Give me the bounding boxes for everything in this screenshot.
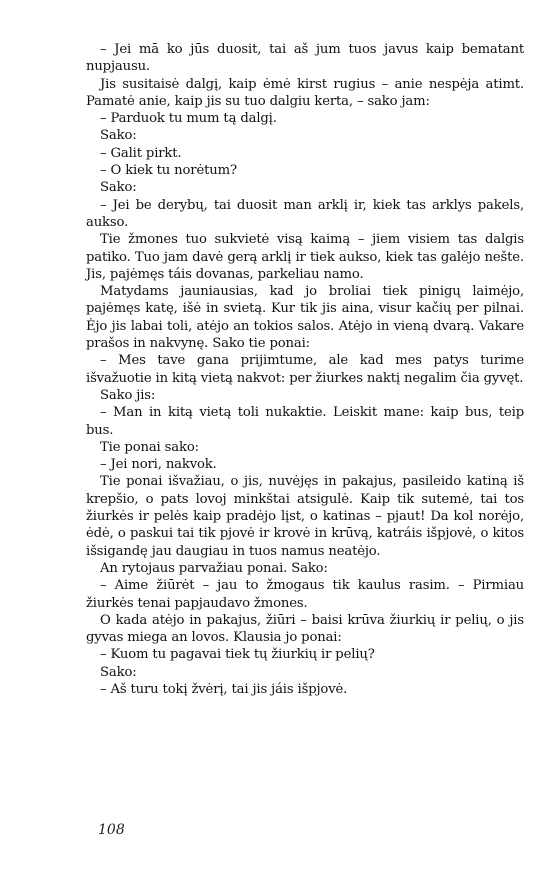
paragraph: – O kiek tu norėtum?	[100, 163, 237, 179]
paragraph: Jis susitaisė dalgį, kaip ėmė kirst rugius – anie nespėja atimt. Pamatė anie, kaip jis su tuo dalgiu kerta, – sako jam:	[86, 76, 524, 109]
paragraph: Sako:	[100, 128, 137, 144]
page-body	[86, 41, 524, 698]
paragraph: – Parduok tu mum tą dalgį.	[100, 111, 277, 127]
paragraph: Tie ponai išvažiau, o jis, nuvėjęs in pakajus, pasileido katiną iš krepšio, o pats lovoj minkštai atsigulė. Kaip tik sutemė, tai tos žiurkės ir pelės kaip pradėjo lįst, o katinas – pjaut! Da kol norėjo, ėdė, o paskui tai tik pjovė ir krovė in krūvą, katráis išpjovė, o kitos išsigandę jau daugiau in tuos namus neatėjo.	[86, 474, 524, 559]
paragraph: O kada atėjo in pakajus, žiūri – baisi krūva žiurkių ir pelių, o jis gyvas miega an lovos. Klausia jo ponai:	[86, 612, 524, 646]
paragraph: An rytojaus parvažiau ponai. Sako:	[100, 560, 328, 576]
paragraph: – Man in kitą vietą toli nukaktie. Leiskit mane: kaip bus, teip bus.	[86, 405, 524, 438]
paragraph: Tie žmones tuo sukvietė visą kaimą – jiem visiem tas dalgis patiko. Tuo jam davė gerą arklį ir tiek aukso, kiek tas galėjo nešte. Jis, pajėmęs táis dovanas, parkeliau namo.	[86, 232, 524, 282]
paragraph: – Jei mā ko jūs duosit, tai aš jum tuos javus kaip bematant nupjausu.	[86, 42, 524, 75]
paragraph: Matydams jauniausias, kad jo broliai tiek pinigų laimėjo, pajėmęs katę, išė in svietą. Kur tik jis aina, visur kačių per pilnai. Ėjo jis labai toli, atėjo an tokios salos. Atėjo in vieną dvarą. Vakare prašos in nakvynę. Sako tie ponai:	[86, 284, 524, 352]
paragraph: – Aime žiūrėt – jau to žmogaus tik kaulus rasim. – Pirmiau žiurkės tenai papjaudavo žmones.	[86, 578, 524, 611]
paragraph: Sako jis:	[100, 387, 156, 403]
paragraph: Sako:	[100, 664, 137, 680]
paragraph: – Jei be derybų, tai duosit man arklį ir, kiek tas arklys pakels, aukso.	[86, 197, 524, 230]
paragraph: – Jei nori, nakvok.	[100, 457, 217, 473]
paragraph: – Kuom tu pagavai tiek tų žiurkių ir pelių?	[100, 647, 375, 663]
paragraph: – Aš turu tokį žvėrį, tai jis jáis išpjovė.	[100, 681, 348, 697]
paragraph: – Mes tave gana prijimtume, ale kad mes patys turime išvažuotie in kitą vietą nakvot: per žiurkes naktį negalim čia gyvęt.	[86, 353, 524, 386]
page-number: 108	[98, 822, 125, 838]
paragraph: Tie ponai sako:	[100, 439, 199, 455]
paragraph: Sako:	[100, 180, 137, 196]
paragraph: – Galit pirkt.	[100, 145, 182, 161]
